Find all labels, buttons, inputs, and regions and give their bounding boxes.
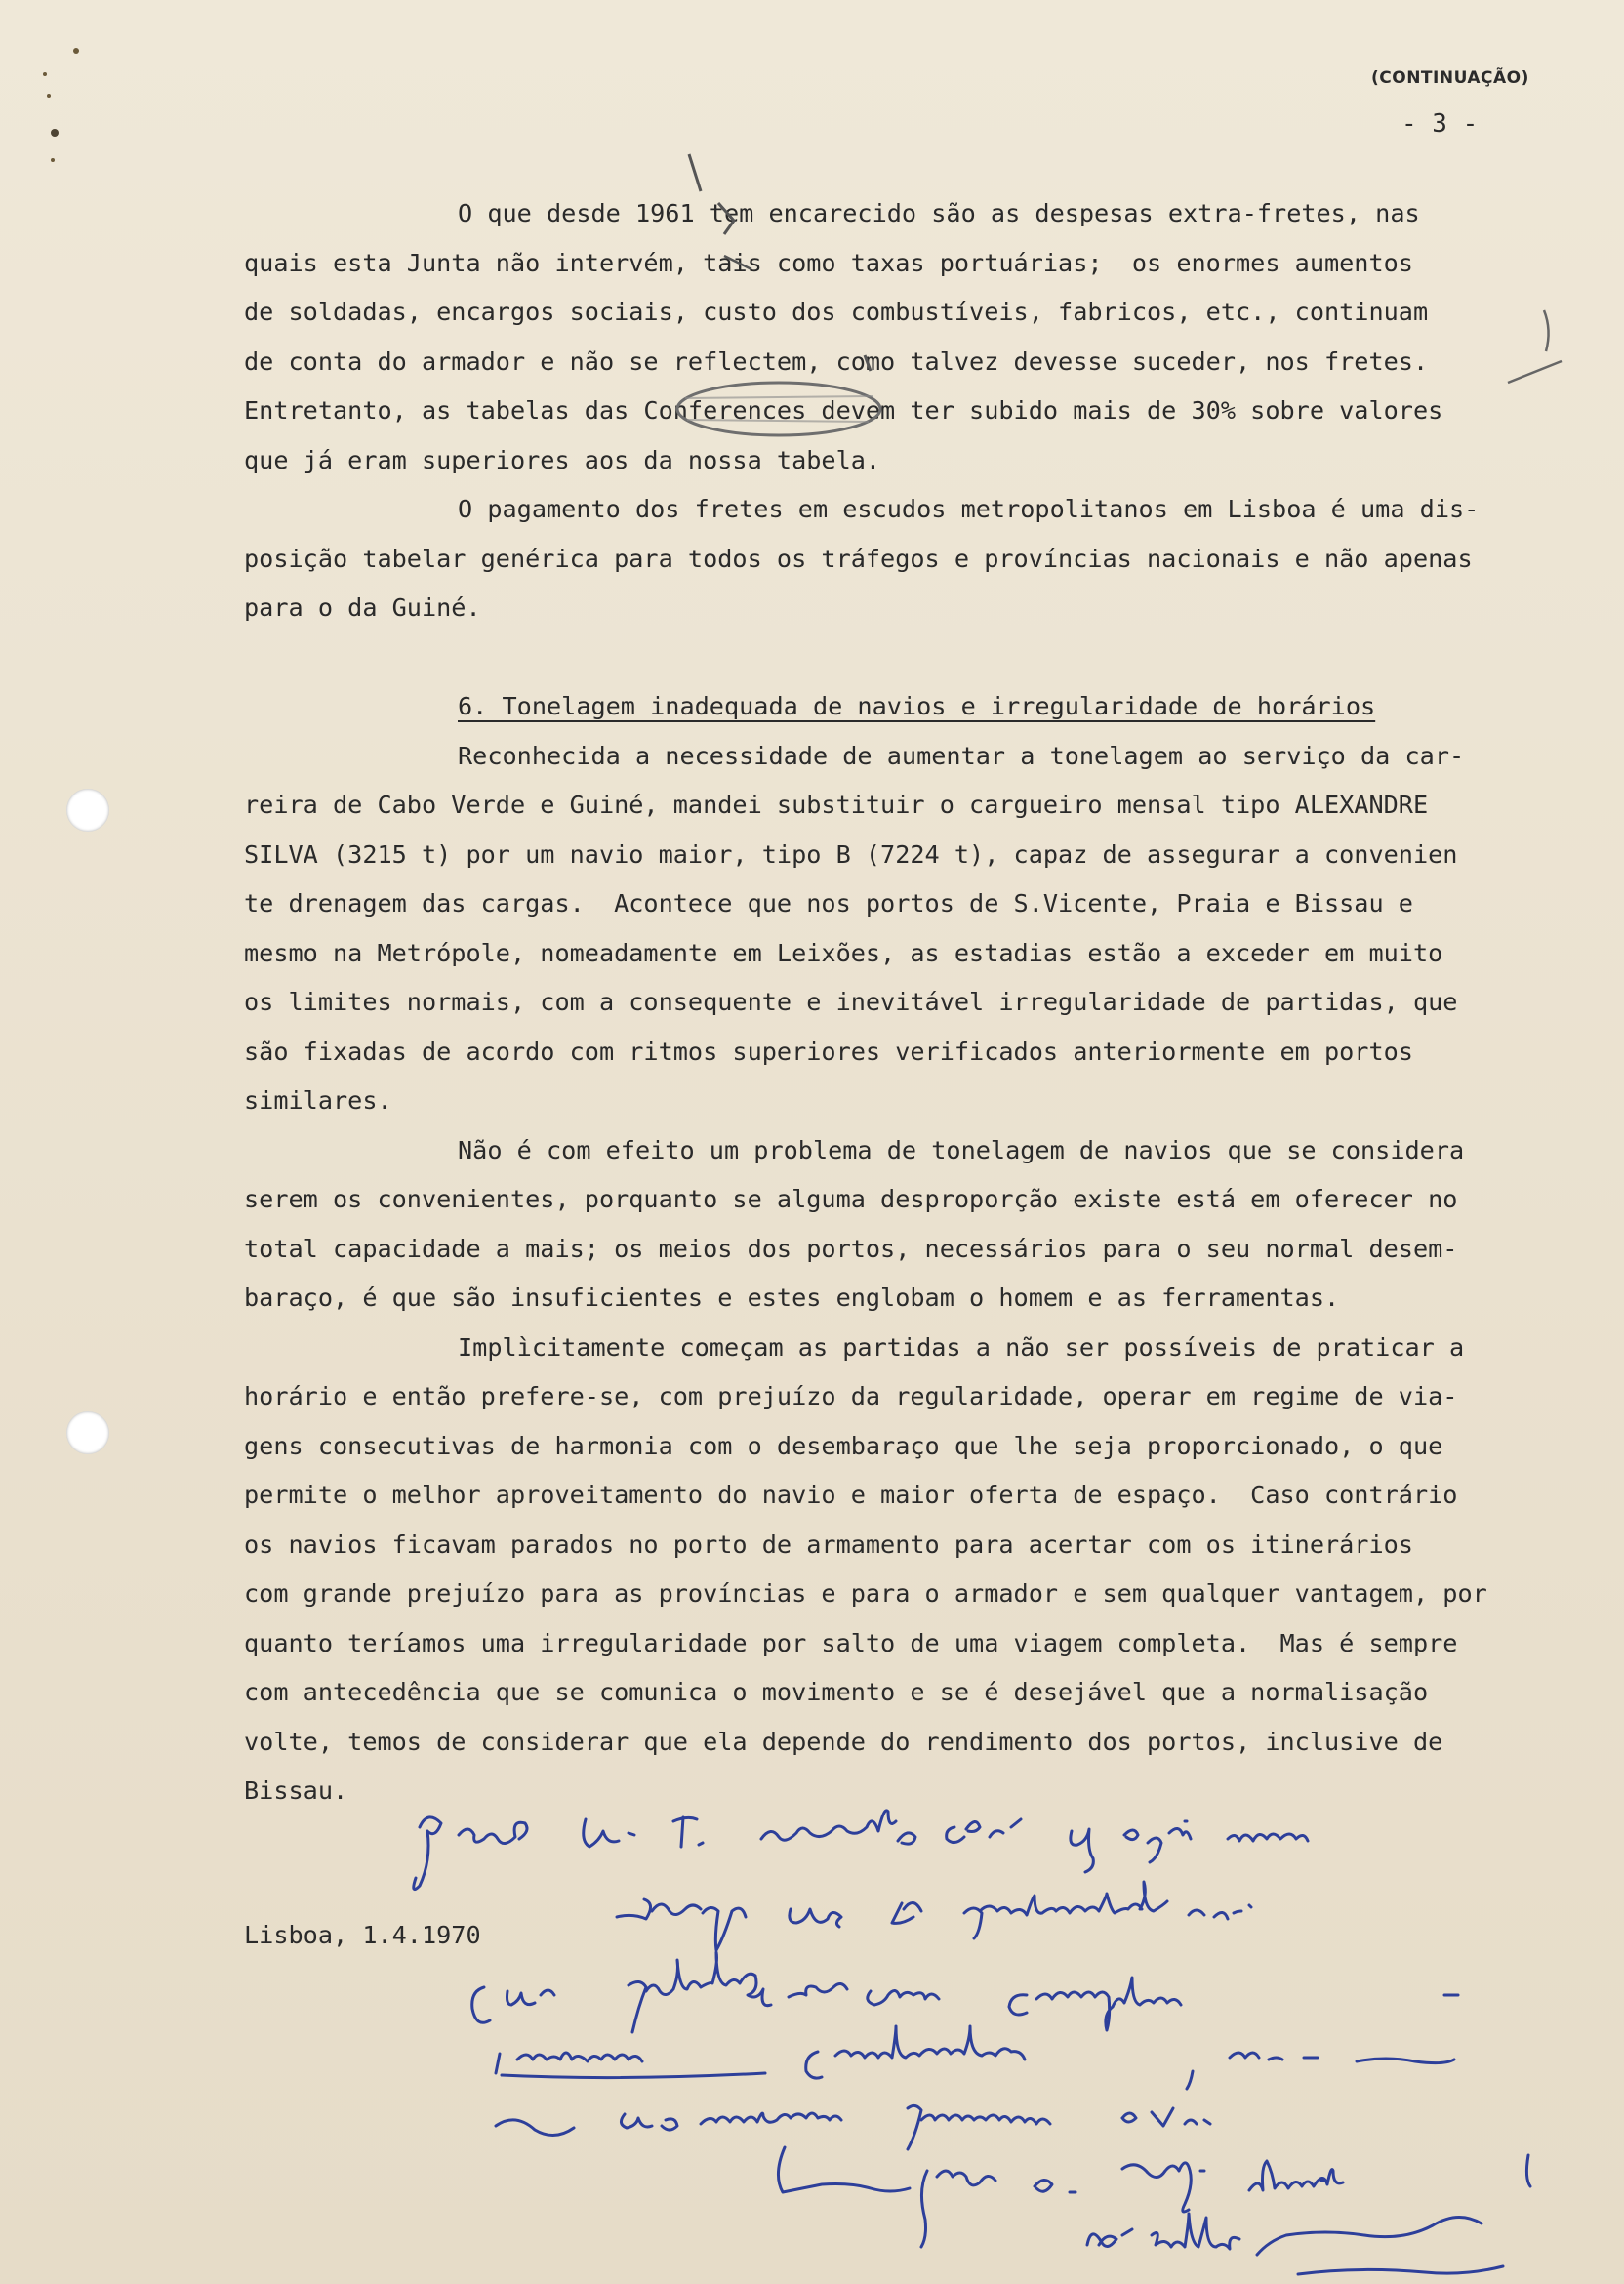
- text-line: similares.: [244, 1086, 392, 1115]
- text-line: que já eram superiores aos da nossa tabela.: [244, 445, 881, 474]
- text-line: com grande prejuízo para as províncias e para o armador e sem qualquer vantagem, por: [244, 1579, 1487, 1608]
- text-line: volte, temos de considerar que ela depende do rendimento dos portos, inclusive de: [244, 1727, 1443, 1756]
- text-line: os limites normais, com a consequente e inevitável irregularidade de partidas, que: [244, 988, 1458, 1016]
- text-line: gens consecutivas de harmonia com o desembaraço que lhe seja proporcionado, o que: [244, 1431, 1443, 1460]
- text-line: quanto teríamos uma irregularidade por salto de uma viagem completa. Mas é sempre: [244, 1628, 1458, 1657]
- text-line: Implìcitamente começam as partidas a não ser possíveis de praticar a: [458, 1332, 1465, 1362]
- text-line: são fixadas de acordo com ritmos superiores verificados anteriormente em portos: [244, 1037, 1413, 1066]
- continuation-label: (CONTINUAÇÃO): [1371, 68, 1529, 88]
- text-line: O pagamento dos fretes em escudos metropolitanos em Lisboa é uma dis-: [458, 495, 1480, 523]
- text-line: para o da Guiné.: [244, 593, 481, 622]
- text-line: Reconhecida a necessidade de aumentar a tonelagem ao serviço da car-: [458, 741, 1465, 770]
- text-line: serem os convenientes, porquanto se alguma desproporção existe está em oferecer no: [244, 1185, 1458, 1213]
- text-line: SILVA (3215 t) por um navio maior, tipo B (7224 t), capaz de assegurar a convenien: [244, 839, 1458, 869]
- text-line: Entretanto, as tabelas das Conferences devem ter subido mais de 30% sobre valores: [244, 396, 1443, 425]
- text-line: permite o melhor aproveitamento do navio e maior oferta de espaço. Caso contrário: [244, 1481, 1458, 1509]
- text-line: te drenagem das cargas. Acontece que nos portos de S.Vicente, Praia e Bissau e: [244, 889, 1413, 918]
- text-line: posição tabelar genérica para todos os tráfegos e províncias nacionais e não apenas: [244, 544, 1473, 573]
- text-line: O que desde 1961 tem encarecido são as despesas extra-fretes, nas: [458, 199, 1420, 227]
- text-line: com antecedência que se comunica o movimento e se é desejável que a normalisação: [244, 1678, 1429, 1706]
- text-line: Bissau.: [244, 1776, 348, 1805]
- text-line: de soldadas, encargos sociais, custo dos combustíveis, fabricos, etc., continuam: [244, 298, 1429, 326]
- text-line: baraço, é que são insuficientes e estes englobam o homem e as ferramentas.: [244, 1284, 1340, 1312]
- text-line: reira de Cabo Verde e Guiné, mandei substituir o cargueiro mensal tipo ALEXANDRE: [244, 791, 1429, 819]
- text-line: de conta do armador e não se reflectem, como talvez devesse suceder, nos fretes.: [244, 347, 1429, 376]
- text-line: horário e então prefere-se, com prejuízo da regularidade, operar em regime de via-: [244, 1382, 1458, 1410]
- text-line: os navios ficavam parados no porto de armamento para acertar com os itinerários: [244, 1529, 1413, 1559]
- text-line: total capacidade a mais; os meios dos portos, necessários para o seu normal desem-: [244, 1234, 1458, 1263]
- text-line: quais esta Junta não intervém, tais como taxas portuárias; os enormes aumentos: [244, 248, 1413, 277]
- section-heading: 6. Tonelagem inadequada de navios e irregularidade de horários: [458, 692, 1376, 720]
- text-line: mesmo na Metrópole, nomeadamente em Leixões, as estadias estão a exceder em muito: [244, 938, 1443, 967]
- text-line: Não é com efeito um problema de tonelagem de navios que se considera: [458, 1135, 1465, 1164]
- page-number: - 3 -: [1401, 109, 1479, 139]
- place-date: Lisboa, 1.4.1970: [244, 1921, 481, 1949]
